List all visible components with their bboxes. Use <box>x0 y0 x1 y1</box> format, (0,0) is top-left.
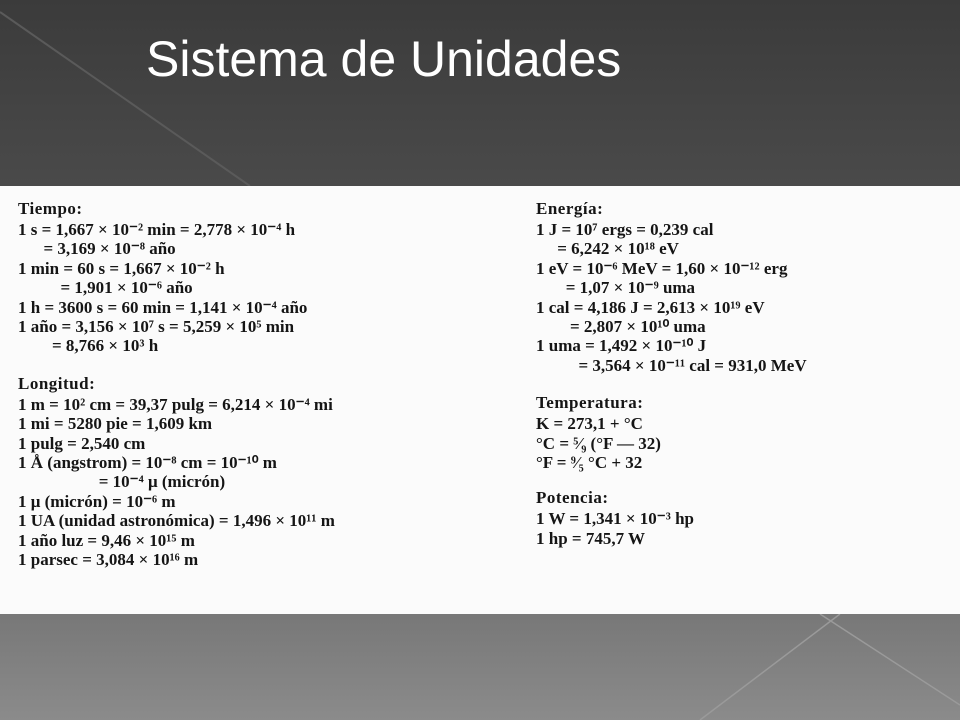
conversion-line: = 1,07 × 10⁻⁹ uma <box>536 278 696 298</box>
conversion-line: 1 pulg = 2,540 cm <box>18 433 146 453</box>
conversion-line: = 3,169 × 10⁻⁸ año <box>18 239 176 259</box>
conversion-line: 1 año luz = 9,46 × 10¹⁵ m <box>18 530 195 550</box>
conversion-line: 1 cal = 4,186 J = 2,613 × 10¹⁹ eV <box>536 297 765 317</box>
section-energia <box>536 198 956 375</box>
conversion-line: = 8,766 × 10³ h <box>18 336 159 356</box>
section-heading: Potencia: <box>536 488 609 508</box>
conversion-line: 1 min = 60 s = 1,667 × 10⁻² h <box>18 258 225 278</box>
units-table <box>0 186 960 614</box>
conversion-line: 1 mi = 5280 pie = 1,609 km <box>18 414 213 434</box>
section-heading: Energía: <box>536 199 604 218</box>
section-temperatura <box>536 392 956 472</box>
conversion-line: 1 μ (micrón) = 10⁻⁶ m <box>18 491 176 511</box>
conversion-line: 1 Å (angstrom) = 10⁻⁸ cm = 10⁻¹⁰ m <box>18 453 277 473</box>
section-heading: Temperatura: <box>536 393 644 413</box>
section-potencia <box>536 487 956 548</box>
conversion-line: = 2,807 × 10¹⁰ uma <box>536 317 706 337</box>
conversion-line: 1 s = 1,667 × 10⁻² min = 2,778 × 10⁻⁴ h <box>18 220 296 239</box>
right-column <box>536 198 956 548</box>
conversion-line: 1 m = 10² cm = 39,37 pulg = 6,214 × 10⁻⁴ mi <box>18 394 333 414</box>
conversion-line: = 1,901 × 10⁻⁶ año <box>18 278 193 298</box>
conversion-line: °C = ⁵⁄₉ (°F — 32) <box>536 433 661 453</box>
section-longitud <box>18 373 518 570</box>
left-column <box>18 198 518 570</box>
conversion-line: = 3,564 × 10⁻¹¹ cal = 931,0 MeV <box>536 355 807 375</box>
section-heading: Tiempo: <box>18 199 83 218</box>
conversion-line: K = 273,1 + °C <box>536 414 643 434</box>
conversion-line: 1 hp = 745,7 W <box>536 528 646 548</box>
conversion-line: = 10⁻⁴ μ (micrón) <box>18 472 226 492</box>
conversion-line: 1 parsec = 3,084 × 10¹⁶ m <box>18 550 199 570</box>
conversion-line: 1 UA (unidad astronómica) = 1,496 × 10¹¹ m <box>18 511 335 531</box>
section-heading: Longitud: <box>18 373 96 393</box>
conversion-line: °F = ⁹⁄₅ °C + 32 <box>536 453 643 473</box>
conversion-line: 1 J = 10⁷ ergs = 0,239 cal <box>536 220 714 239</box>
conversion-line: 1 W = 1,341 × 10⁻³ hp <box>536 509 694 529</box>
slide-title: Sistema de Unidades <box>146 31 622 87</box>
section-tiempo <box>18 198 518 356</box>
conversion-line: 1 eV = 10⁻⁶ MeV = 1,60 × 10⁻¹² erg <box>536 258 788 278</box>
conversion-line: = 6,242 × 10¹⁸ eV <box>536 239 679 259</box>
conversion-line: 1 h = 3600 s = 60 min = 1,141 × 10⁻⁴ año <box>18 297 308 317</box>
conversion-line: 1 uma = 1,492 × 10⁻¹⁰ J <box>536 336 707 356</box>
conversion-line: 1 año = 3,156 × 10⁷ s = 5,259 × 10⁵ min <box>18 317 295 337</box>
